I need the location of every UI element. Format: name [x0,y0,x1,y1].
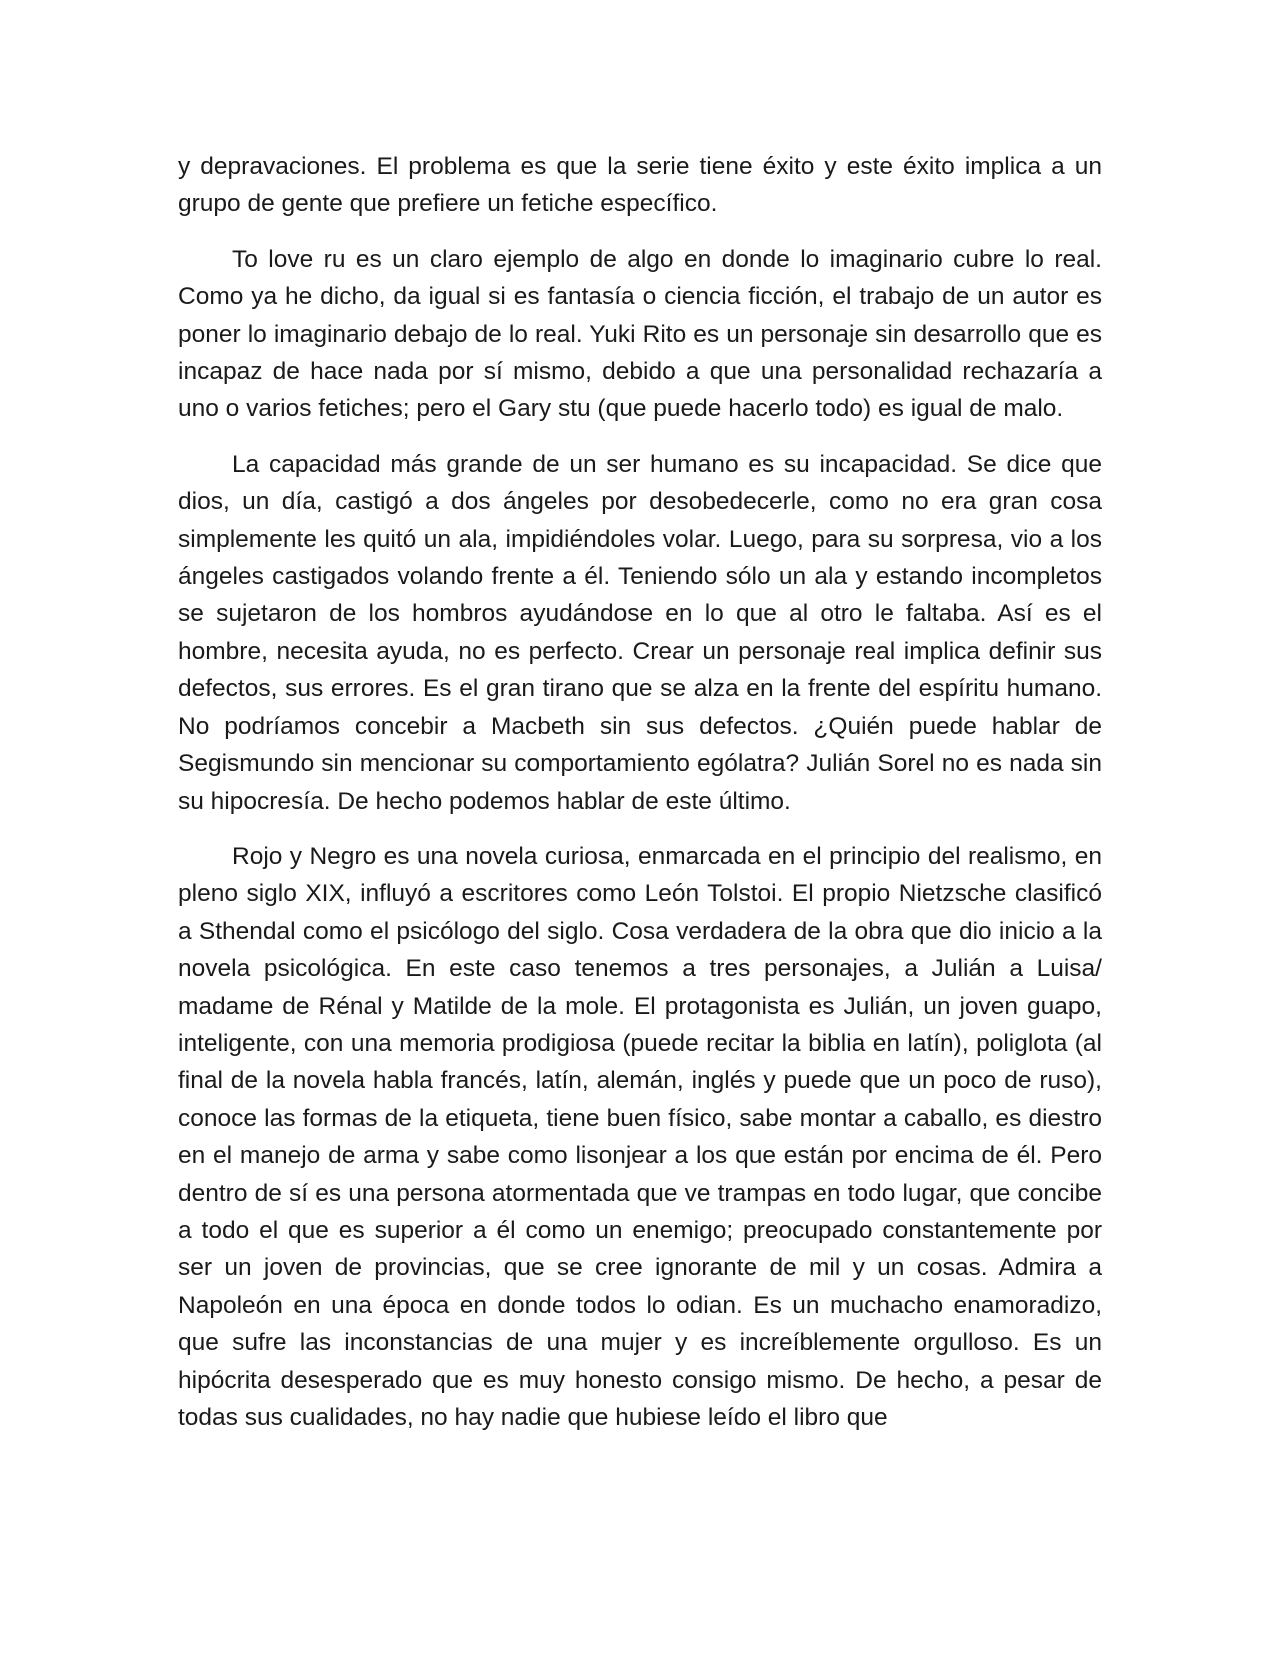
paragraph-to-love-ru: To love ru es un claro ejemplo de algo en donde lo imaginario cubre lo real. Como ya he dicho, da igual si es fantasía o ciencia ficción, el trabajo de un autor es poner lo imaginario debajo de lo real. Yuki Rito es un personaje sin desarrollo que es incapaz de hace nada por sí mismo, debido a que una personalidad rechazaría a uno o varios fetiches; pero el Gary stu (que puede hacerlo todo) es igual de malo. [178,245,1102,423]
paragraph-rojo-y-negro: Rojo y Negro es una novela curiosa, enmarcada en el principio del realismo, en pleno siglo XIX, influyó a escritores como León Tolstoi. El propio Nietzsche clasificó a Sthendal como el psicólogo del siglo. Cosa verdadera de la obra que dio inicio a la novela psicológica. En este caso tenemos a tres personajes, a Julián a Luisa/ madame de Rénal y Matilde de la mole. El protagonista es Julián, un joven guapo, inteligente, con una memoria prodigiosa (puede recitar la biblia en latín), poliglota (al final de la novela habla francés, latín, alemán, inglés y puede que un poco de ruso), conoce las formas de la etiqueta, tiene buen físico, sabe montar a caballo, es diestro en el manejo de arma y sabe como lisonjear a los que están por encima de él. Pero dentro de sí es una persona atormentada que ve trampas en todo lugar, que concibe a todo el que es superior a él como un enemigo; preocupado constantemente por ser un joven de provincias, que se cree ignorante de mil y un cosas. Admira a Napoleón en una época en donde todos lo odian. Es un muchacho enamoradizo, que sufre las inconstancias de una mujer y es increíblemente orgulloso. Es un hipócrita desesperado que es muy honesto consigo mismo. De hecho, a pesar de todas sus cualidades, no hay nadie que hubiese leído el libro que [178,842,1102,1431]
paragraph-capacidad: La capacidad más grande de un ser humano es su incapacidad. Se dice que dios, un día, castigó a dos ángeles por desobedecerle, como no era gran cosa simplemente les quitó un ala, impidiéndoles volar. Luego, para su sorpresa, vio a los ángeles castigados volando frente a él. Teniendo sólo un ala y estando incompletos se sujetaron de los hombros ayudándose en lo que al otro le faltaba. Así es el hombre, necesita ayuda, no es perfecto. Crear un personaje real implica definir sus defectos, sus errores. Es el gran tirano que se alza en la frente del espíritu humano. No podríamos concebir a Macbeth sin sus defectos. ¿Quién puede hablar de Segismundo sin mencionar su comportamiento ególatra? Julián Sorel no es nada sin su hipocresía. De hecho podemos hablar de este último. [178,450,1102,815]
paragraph-continuation: y depravaciones. El problema es que la serie tiene éxito y este éxito implica a un grupo de gente que prefiere un fetiche específico. [178,153,1102,218]
body-text [178,148,1102,1436]
